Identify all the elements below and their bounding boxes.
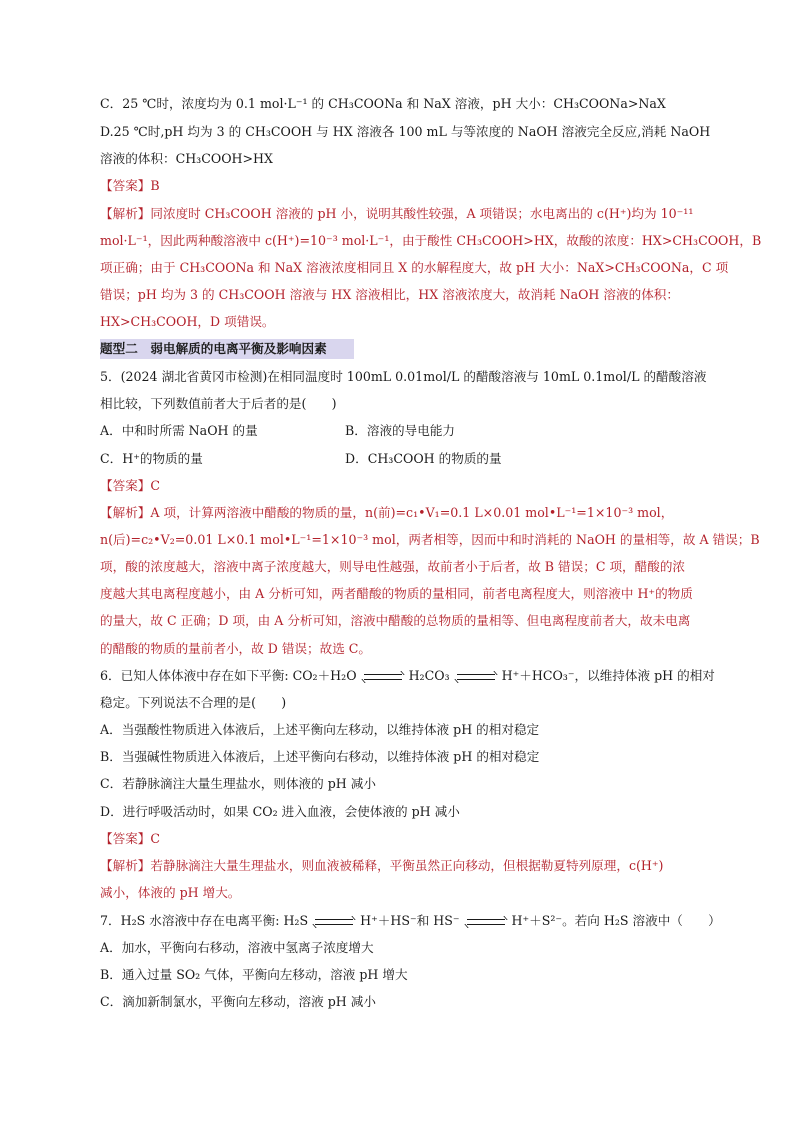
analysis-prev-line: HX>CH₃COOH，D 项错误。 [100,314,275,329]
equilibrium-arrow-icon [364,673,402,681]
answer-prev: 【答案】B [100,178,160,193]
q5-analysis-line: 项，酸的浓度越大，溶液中离子浓度越大，则导电性越强，故前者小于后者，故 B 错误；C 项，醋酸的浓 [100,559,686,574]
q5-analysis-line: n(后)=c₂•V₂=0.01 L×0.1 mol•L⁻¹=1×10⁻³ mol，两者相等，因而中和时消耗的 NaOH 的量相等，故 A 错误；B [100,532,760,547]
q6-stem-part: 6．已知人体体液中存在如下平衡: CO₂＋H₂O [100,668,357,683]
equilibrium-arrow-icon [467,918,505,926]
equilibrium-arrow-icon [315,918,353,926]
q7-stem-part: H⁺＋HS⁻和 HS⁻ [360,913,460,928]
q7-option-a: A．加水，平衡向右移动，溶液中氢离子浓度增大 [100,940,374,955]
section-heading: 题型二 弱电解质的电离平衡及影响因素 [100,339,354,359]
option-c-prev: C．25 ℃时，浓度均为 0.1 mol·L⁻¹ 的 CH₃COONa 和 NaX 溶液，pH 大小：CH₃COONa>NaX [100,96,666,111]
option-d-prev-line2: 溶液的体积：CH₃COOH>HX [100,151,273,166]
q7-stem-part: 7．H₂S 水溶液中存在电离平衡: H₂S [100,913,309,928]
q6-analysis-line: 【解析】若静脉滴注大量生理盐水，则血液被稀释，平衡虽然正向移动，但根据勒夏特列原理，c(H⁺) [100,858,664,873]
q6-stem-part: H⁺＋HCO₃⁻，以维持体液 pH 的相对 [501,668,715,683]
q5-option-b: B．溶液的导电能力 [345,423,456,438]
equilibrium-arrow-icon [457,673,495,681]
q5-option-d: D．CH₃COOH 的物质的量 [345,451,502,466]
q6-stem-part: H₂CO₃ [408,668,450,683]
q5-option-c: C．H⁺的物质的量 [100,451,203,466]
q6-answer: 【答案】C [100,831,161,846]
q7-option-b: B．通入过量 SO₂ 气体，平衡向左移动，溶液 pH 增大 [100,967,408,982]
q7-stem [100,912,721,930]
q6-option-b: B．当强碱性物质进入体液后，上述平衡向右移动，以维持体液 pH 的相对稳定 [100,749,540,764]
q5-analysis-line: 的醋酸的物质的量前者小，故 D 错误；故选 C。 [100,641,372,656]
q6-stem-line2: 稳定。下列说法不合理的是( ) [100,695,287,710]
option-d-prev-line1: D.25 ℃时,pH 均为 3 的 CH₃COOH 与 HX 溶液各 100 mL 与等浓度的 NaOH 溶液完全反应,消耗 NaOH [100,124,711,139]
q7-option-c: C．滴加新制氯水，平衡向左移动，溶液 pH 减小 [100,994,376,1009]
q6-stem-line1 [100,667,715,685]
q5-analysis-line: 度越大其电离程度越小，由 A 分析可知，两者醋酸的物质的量相同，前者电离程度大，则溶液中 H⁺的物质 [100,586,693,601]
q5-stem-line2: 相比较，下列数值前者大于后者的是( ) [100,396,337,411]
q5-stem-line1: 5．(2024 湖北省黄冈市检测)在相同温度时 100mL 0.01mol/L 的醋酸溶液与 10mL 0.1mol/L 的醋酸溶液 [100,369,707,384]
q7-stem-part: H⁺＋S²⁻。若向 H₂S 溶液中（ ） [511,913,721,928]
q6-option-a: A．当强酸性物质进入体液后，上述平衡向左移动，以维持体液 pH 的相对稳定 [100,722,540,737]
analysis-prev-line: 错误；pH 均为 3 的 CH₃COOH 溶液与 HX 溶液相比，HX 溶液浓度大，故消耗 NaOH 溶液的体积： [100,287,679,302]
analysis-prev-line: 【解析】同浓度时 CH₃COOH 溶液的 pH 小，说明其酸性较强，A 项错误；水电离出的 c(H⁺)均为 10⁻¹¹ [100,206,694,221]
q5-option-a: A．中和时所需 NaOH 的量 [100,423,258,438]
q5-analysis-line: 的量大，故 C 正确；D 项，由 A 分析可知，溶液中醋酸的总物质的量相等、但电离程度前者大，故未电离 [100,613,691,628]
q6-option-c: C．若静脉滴注大量生理盐水，则体液的 pH 减小 [100,776,376,791]
analysis-prev-line: 项正确；由于 CH₃COONa 和 NaX 溶液浓度相同且 X 的水解程度大，故 pH 大小：NaX>CH₃COONa，C 项 [100,260,729,275]
q6-option-d: D．进行呼吸活动时，如果 CO₂ 进入血液，会使体液的 pH 减小 [100,804,460,819]
q6-analysis-line: 减小，体液的 pH 增大。 [100,885,241,900]
analysis-prev-line: mol·L⁻¹，因此两种酸溶液中 c(H⁺)=10⁻³ mol·L⁻¹，由于酸性 CH₃COOH>HX，故酸的浓度：HX>CH₃COOH，B [100,233,762,248]
q5-analysis-line: 【解析】A 项，计算两溶液中醋酸的物质的量，n(前)=c₁•V₁=0.1 L×0.01 mol•L⁻¹=1×10⁻³ mol， [100,505,674,520]
q5-answer: 【答案】C [100,478,161,493]
